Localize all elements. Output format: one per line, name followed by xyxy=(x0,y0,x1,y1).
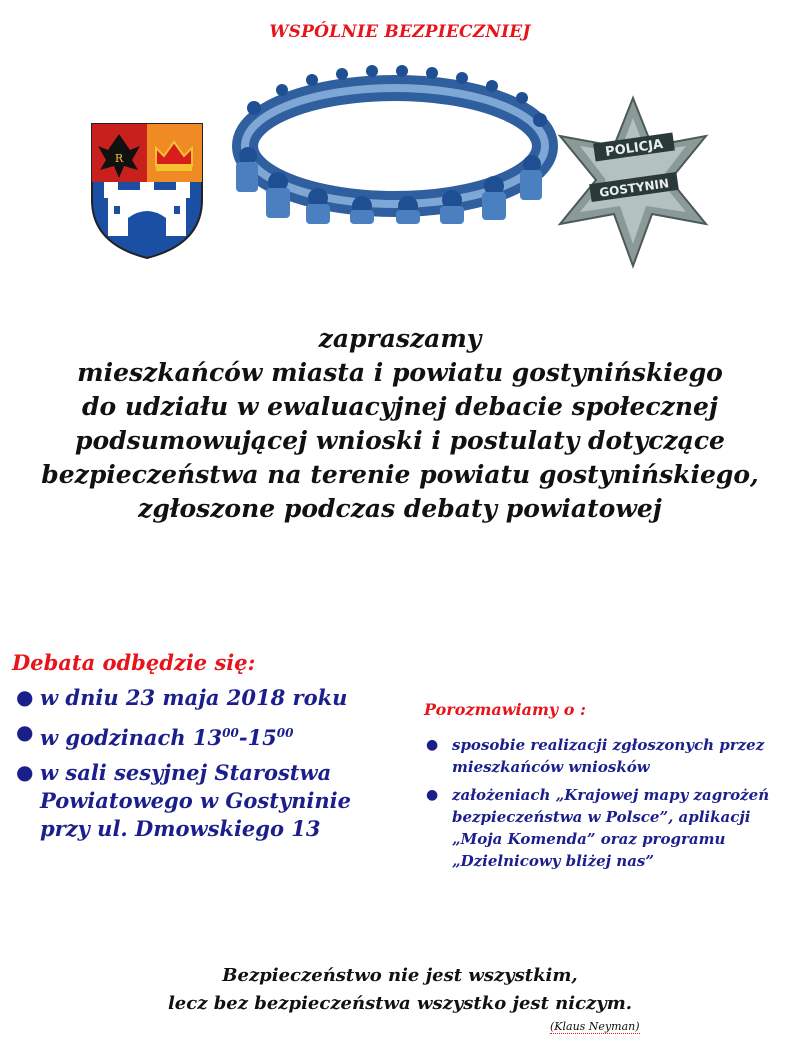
invitation-text xyxy=(40,322,760,526)
bullet-icon: ● xyxy=(426,737,439,753)
list-item xyxy=(14,759,404,843)
topics-list xyxy=(424,734,794,878)
invitation-line: podsumowującej wnioski i postulaty dotyczące xyxy=(75,426,725,455)
bullet-icon: ● xyxy=(16,760,34,784)
list-item xyxy=(424,784,794,872)
details-list xyxy=(14,684,404,850)
event-hours: w godzinach $13^{00}-15^{00}$ xyxy=(40,725,294,750)
invitation-line: zgłoszone podczas debaty powiatowej xyxy=(138,494,662,523)
invitation-line: do udziału w ewaluacyjnej debacie społecznej xyxy=(82,392,718,421)
badge-bottom-text: GOSTYNIN xyxy=(598,176,670,200)
topic-text: założeniach „Krajowej mapy zagrożeń bezpieczeństwa w Polsce”, aplikacji „Moja Komenda” oraz programu „Dzielnicowy bliżej nas” xyxy=(452,786,770,870)
badge-top-text: POLICJA xyxy=(604,137,665,160)
coat-of-arms-icon xyxy=(88,120,206,260)
details-heading: Debata odbędzie się: xyxy=(12,650,256,675)
crest-letter: R xyxy=(114,152,124,165)
list-item xyxy=(14,684,404,712)
event-place: w sali sesyjnej Starostwa Powiatowego w Gostyninie przy ul. Dmowskiego 13 xyxy=(40,760,351,841)
topic-text: sposobie realizacji zgłoszonych przez mieszkańców wniosków xyxy=(452,736,765,776)
police-badge-icon xyxy=(548,94,718,270)
quote-author: (Klaus Neyman) xyxy=(550,1020,640,1033)
closing-quote xyxy=(0,962,800,1018)
topics-heading: Porozmawiamy o : xyxy=(424,700,586,719)
round-table-figures-icon xyxy=(222,60,568,226)
bullet-icon: ● xyxy=(16,685,34,709)
bullet-icon: ● xyxy=(426,787,439,803)
bullet-icon: ● xyxy=(16,720,34,744)
invitation-line: mieszkańców miasta i powiatu gostynińskiego xyxy=(77,358,723,387)
list-item xyxy=(14,719,404,752)
list-item xyxy=(424,734,794,778)
invitation-line: zapraszamy xyxy=(318,324,482,353)
event-date: w dniu 23 maja 2018 roku xyxy=(40,685,348,710)
quote-line: Bezpieczeństwo nie jest wszystkim, xyxy=(222,965,578,986)
quote-line: lecz bez bezpieczeństwa wszystko jest niczym. xyxy=(167,993,633,1014)
poster-title: WSPÓLNIE BEZPIECZNIEJ xyxy=(269,22,531,42)
invitation-line: bezpieczeństwa na terenie powiatu gostynińskiego, xyxy=(41,460,759,489)
